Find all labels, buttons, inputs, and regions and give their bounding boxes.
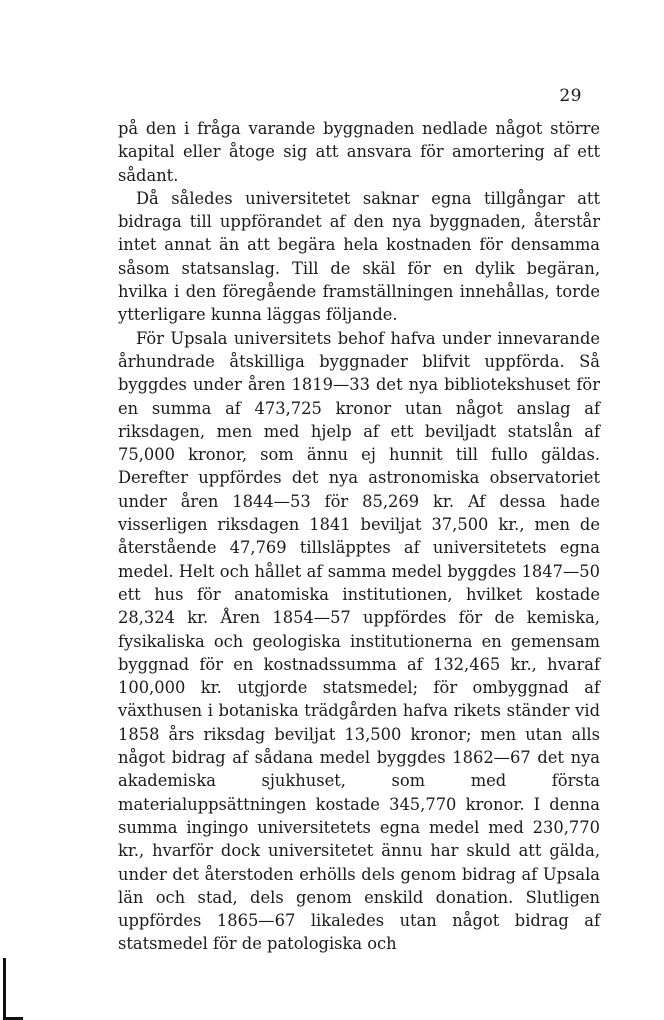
page-number: 29 [559, 86, 582, 106]
paragraph-continuation: på den i fråga varande byggnaden nedlade något större kapital eller åtoge sig att ansvara för amortering af ett sådant. [118, 119, 600, 185]
scan-edge-mark [3, 958, 6, 1020]
body-text [118, 117, 600, 956]
paragraph-building-history: För Upsala universitets behof hafva under innevarande århundrade åtskilliga byggnader blifvit uppförda. Så byggdes under åren 1819—33 det nya bibliotekshuset för en summa af 473,725 kronor utan något anslag af riksdagen, men med hjelp af ett beviljadt statslån af 75,000 kronor, som ännu ej hunnit till fullo gäldas. Derefter uppfördes det nya astronomiska observatoriet under åren 1844—53 för 85,269 kr. Af dessa hade visserligen riksdagen 1841 beviljat 37,500 kr., men de återstående 47,769 tillsläpptes af universitetets egna medel. Helt och hållet af samma medel byggdes 1847—50 ett hus för anatomiska institutionen, hvilket kostade 28,324 kr. Åren 1854—57 uppfördes för de kemiska, fysikaliska och geologiska institutionerna en gemensam byggnad för en kostnadssumma af 132,465 kr., hvaraf 100,000 kr. utgjorde statsmedel; för ombyggnad af växthusen i botaniska trädgården hafva rikets ständer vid 1858 års riksdag beviljat 13,500 kronor; men utan alls något bidrag af sådana medel byggdes 1862—67 det nya akademiska sjukhuset, som med första materialuppsättningen kostade 345,770 kronor. I denna summa ingingo universitetets egna medel med 230,770 kr., hvarför dock universitetet ännu har skuld att gälda, under det återstoden erhölls dels genom bidrag af Upsala län och stad, dels genom enskild donation. Slutligen uppfördes 1865—67 likaledes utan något bidrag af statsmedel för de patologiska och [118, 328, 600, 954]
paragraph-funding-request: Då således universitetet saknar egna tillgångar att bidraga till uppförandet af den nya byggnaden, återstår intet annat än att begära hela kostnaden för densamma såsom statsanslag. Till de skäl för en dylik begäran, hvilka i den föregående framställningen innehållas, torde ytterligare kunna läggas följande. [118, 188, 600, 325]
